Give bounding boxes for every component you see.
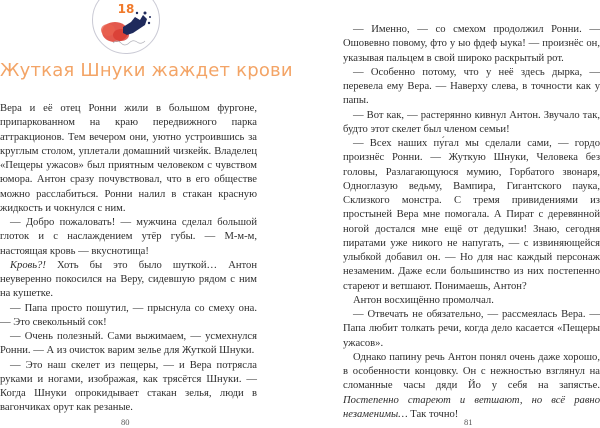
paragraph: — Особенно потому, что у неё здесь дырка, — перевела ему Вера. — Наверху слева, в точности как у папы. xyxy=(343,66,600,107)
paragraph: — Добро пожаловать! — мужчина сделал большой глоток и с наслаждением утёр губы. — М-м-м, настоящая кровь — вкуснотища! xyxy=(0,217,257,257)
left-page-body xyxy=(0,102,257,416)
paragraph: — Очень полезный. Сами выжимаем, — усмехнулся Ронни. — А из очисток варим зелье для Жуткой Шнуки. xyxy=(0,331,257,357)
paragraph xyxy=(343,351,600,422)
right-page-body xyxy=(343,23,600,422)
page-number: 80 xyxy=(121,417,130,427)
italic-phrase: Постепенно стареют и ветшают, но всё равно незаменимы… xyxy=(343,394,600,420)
right-page xyxy=(300,0,600,428)
paragraph-text: Хоть бы это было шуткой… Антон неуверенно покосился на Веру, сидевшую рядом с ним на кушетке. xyxy=(0,259,257,300)
italic-phrase: Кровь?! xyxy=(10,259,46,271)
paragraph: — Всех наших пу́гал мы сделали сами, — гордо произнёс Ронни. — Жуткую Шнуки, Человека без головы, Разлагающуюся мумию, Горбатого звонаря, Одноглазую ведьму, Вампира, Гигантского паука, Склизкого монстра. С тремя привидениями из простыней Вера мне помогала. А Пират с деревянной ногой достался мне ещё от дедушки! Знаю, сегодня пиратами уже никого не напугать, — с извиняющейся улыбкой добавил он. — Но для нас каждый персонаж незаменим. Даже если большинство из них постепенно стареют и ветшают. Понимаешь, Антон? xyxy=(343,138,600,292)
chapter-emblem xyxy=(92,0,160,54)
paragraph-text: Однако папину речь Антон понял очень даже хорошо, в особенности концовку. Он с нежностью взглянул на сломанные часы дяди Йо у себя на запястье. xyxy=(343,351,600,392)
paragraph: Вера и её отец Ронни жили в большом фургоне, припаркованном на краю передвижного парка аттракционов. Тем вечером они, уютно устроившись за круглым столом, уплетали домашний чизкейк. Владелец «Пещеры ужасов» был приятным человеком с чувством юмора. Антон сразу почувствовал, что в его обществе можно расслабиться. Ронни налил в стакан красную жидкость и чокнулся с ним. xyxy=(0,103,257,214)
chapter-title: Жуткая Шнуки жаждет крови xyxy=(0,60,293,81)
paragraph: — Вот как, — растерянно кивнул Антон. Звучало так, будто этот скелет был членом семьи! xyxy=(343,109,600,135)
paragraph: — Это наш скелет из пещеры, — и Вера потрясла руками и ногами, изображая, как трясётся Шнуки. — Когда Шнуки опрокидывает стакан зелья, люди в вагончиках орут как резаные. xyxy=(0,359,257,414)
page-number: 81 xyxy=(464,417,473,427)
paragraph xyxy=(0,259,257,302)
paragraph: — Папа просто пошутил, — прыснула со смеху она. — Это свекольный сок! xyxy=(0,302,257,328)
paragraph: Антон восхищённо промолчал. xyxy=(353,294,494,306)
chapter-number: 18 xyxy=(117,2,135,16)
paragraph: — Отвечать не обязательно, — рассмеялась Вера. — Папа любит толкать речи, когда дело касается «Пещеры ужасов». xyxy=(343,309,600,349)
paragraph: — Именно, — со смехом продолжил Ронни. — Ошовевно повому, фто у ыо фдеф ыука! — произнёс он, указывая пальцем в свой широко раскрытый рот. xyxy=(343,24,600,64)
paragraph-tail: Так точно! xyxy=(407,408,459,420)
